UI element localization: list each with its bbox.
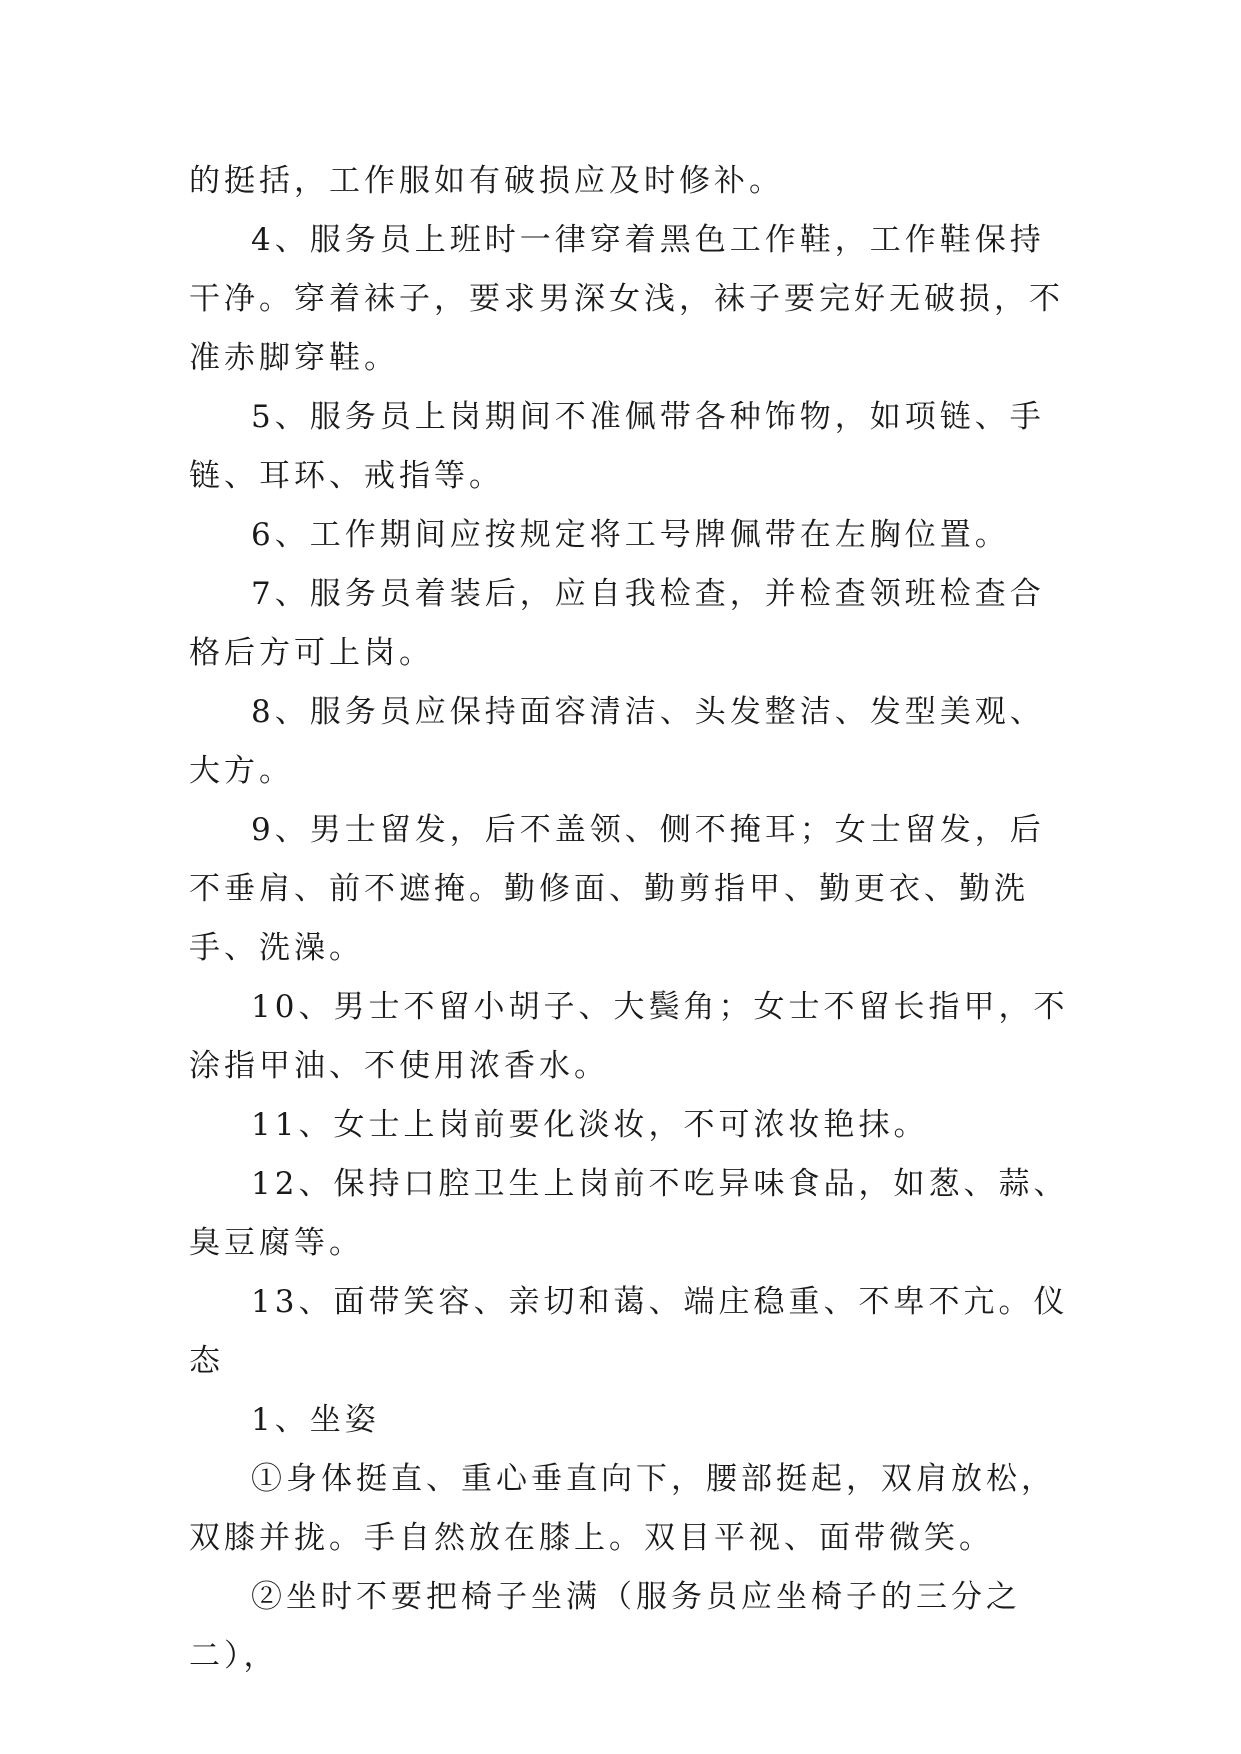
paragraph-item-4: 4、服务员上班时一律穿着黑色工作鞋，工作鞋保持干净。穿着袜子，要求男深女浅，袜子要完好无破损，不准赤脚穿鞋。 [189, 222, 1064, 376]
paragraph-continuation: 的挺括，工作服如有破损应及时修补。 [189, 163, 784, 199]
paragraph-item-8: 8、服务员应保持面容清洁、头发整洁、发型美观、大方。 [189, 694, 1045, 789]
paragraph-item-7: 7、服务员着装后，应自我检查，并检查领班检查合格后方可上岗。 [189, 576, 1045, 671]
paragraph-item-10: 10、男士不留小胡子、大鬓角；女士不留长指甲，不涂指甲油、不使用浓香水。 [189, 989, 1069, 1084]
paragraph-sub-item-1: ①身体挺直、重心垂直向下，腰部挺起，双肩放松，双膝并拢。手自然放在膝上。双目平视、面带微笑。 [189, 1461, 1056, 1556]
paragraph-sub-item-2: ②坐时不要把椅子坐满（服务员应坐椅子的三分之二）， [189, 1579, 1021, 1674]
document-body [189, 152, 1069, 1686]
paragraph-item-11: 11、女士上岗前要化淡妆，不可浓妆艳抹。 [251, 1107, 929, 1143]
paragraph-item-12: 12、保持口腔卫生上岗前不吃异味食品，如葱、蒜、臭豆腐等。 [189, 1166, 1069, 1261]
paragraph-item-5: 5、服务员上岗期间不准佩带各种饰物，如项链、手链、耳环、戒指等。 [189, 399, 1045, 494]
paragraph-item-6: 6、工作期间应按规定将工号牌佩带在左胸位置。 [251, 517, 1010, 553]
section-heading-sitting-posture: 1、坐姿 [251, 1402, 380, 1438]
paragraph-item-9: 9、男士留发，后不盖领、侧不掩耳；女士留发，后不垂肩、前不遮掩。勤修面、勤剪指甲、勤更衣、勤洗手、洗澡。 [189, 812, 1045, 966]
paragraph-item-13: 13、面带笑容、亲切和蔼、端庄稳重、不卑不亢。仪态 [189, 1284, 1069, 1379]
